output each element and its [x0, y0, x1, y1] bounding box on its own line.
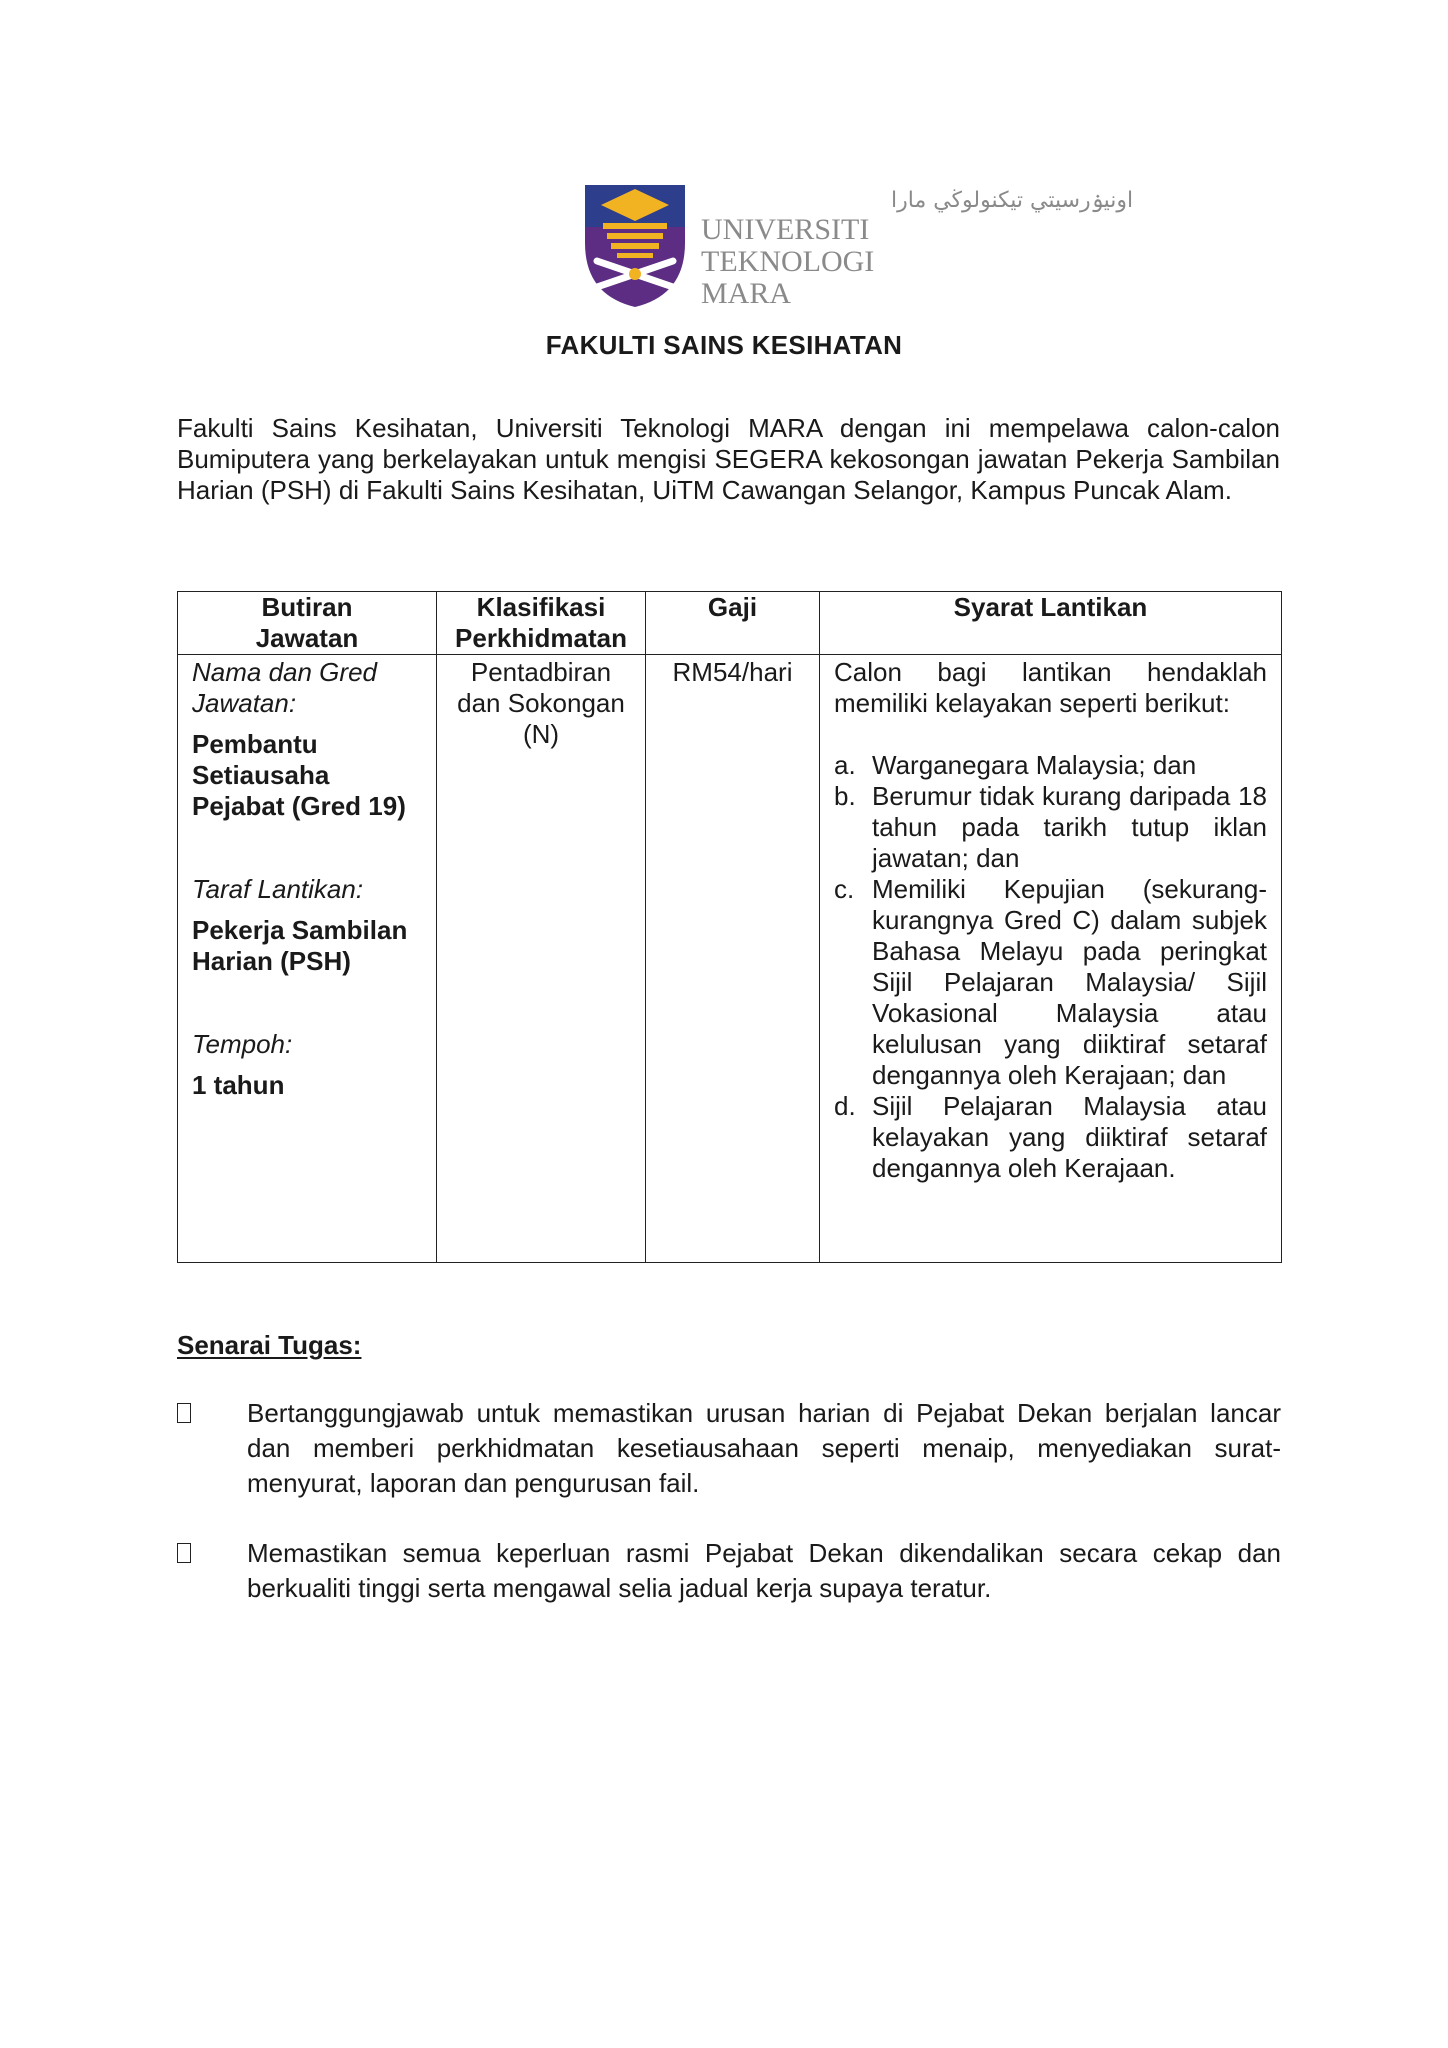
table-header-row [178, 592, 1282, 655]
job-details-table [177, 591, 1282, 1263]
duty-item: Bertanggungjawab untuk memastikan urusan harian di Pejabat Dekan berjalan lancar dan memberi perkhidmatan kesetiausahaan seperti menaip, menyediakan surat-menyurat, laporan dan pengurusan fail. [177, 1396, 1281, 1501]
duties-heading: Senarai Tugas: [177, 1330, 362, 1360]
cell-gaji: RM54/hari [646, 655, 820, 1263]
header-gaji: Gaji [646, 592, 820, 655]
duty-item: Memastikan semua keperluan rasmi Pejabat Dekan dikendalikan secara cekap dan berkualiti tinggi serta mengawal selia jadual kerja supaya teratur. [177, 1536, 1281, 1606]
list-item: b. Berumur tidak kurang daripada 18 tahun pada tarikh tutup iklan jawatan; dan [834, 781, 1267, 873]
uitm-logo [583, 183, 1134, 310]
intro-paragraph: Fakulti Sains Kesihatan, Universiti Teknologi MARA dengan ini mempelawa calon-calon Bumiputera yang berkelayakan untuk mengisi SEGERA kekosongan jawatan Pekerja Sambilan Harian (PSH) di Fakulti Sains Kesihatan, UiTM Cawangan Selangor, Kampus Puncak Alam. [177, 413, 1280, 505]
bullet-box-icon [177, 1543, 191, 1563]
cell-syarat-lantikan [820, 655, 1282, 1263]
taraf-lantikan-label: Taraf Lantikan: [192, 874, 364, 904]
cell-klasifikasi: Pentadbiran dan Sokongan (N) [437, 655, 646, 1263]
bullet-box-icon [177, 1403, 191, 1423]
syarat-intro: Calon bagi lantikan hendaklah memiliki kelayakan seperti berikut: [834, 657, 1267, 718]
taraf-lantikan-value: Pekerja Sambilan Harian (PSH) [192, 915, 408, 976]
tempoh-label: Tempoh: [192, 1029, 293, 1059]
nama-gred-value: Pembantu Setiausaha Pejabat (Gred 19) [192, 729, 406, 821]
list-item: c. Memiliki Kepujian (sekurang-kurangnya Gred C) dalam subjek Bahasa Melayu pada peringkat Sijil Pelajaran Malaysia/ Sijil Vokasional Malaysia atau kelulusan yang diiktiraf setaraf dengannya oleh Kerajaan; dan [834, 874, 1267, 1090]
logo-text-mara: MARA [701, 277, 792, 310]
nama-gred-label: Nama dan Gred Jawatan: [192, 657, 377, 718]
table-row [178, 655, 1282, 1263]
logo-text-universiti: UNIVERSITI [701, 213, 870, 246]
header-butiran-jawatan: Butiran Jawatan [178, 592, 437, 655]
tempoh-value: 1 tahun [192, 1070, 285, 1100]
list-item: a. Warganegara Malaysia; dan [834, 750, 1197, 780]
cell-butiran [178, 655, 437, 1263]
list-item: d. Sijil Pelajaran Malaysia atau kelayakan yang diiktiraf setaraf dengannya oleh Kerajaan. [834, 1091, 1267, 1183]
header-syarat-lantikan: Syarat Lantikan [820, 592, 1282, 655]
logo-text-teknologi: TEKNOLOGI [701, 245, 875, 278]
syarat-list [834, 750, 1267, 1184]
header-klasifikasi-perkhidmatan: Klasifikasi Perkhidmatan [437, 592, 646, 655]
logo-arabic-text: اونيۏرسيتي تيكنولوڬي مارا [891, 188, 1134, 213]
faculty-title: FAKULTI SAINS KESIHATAN [545, 330, 903, 360]
